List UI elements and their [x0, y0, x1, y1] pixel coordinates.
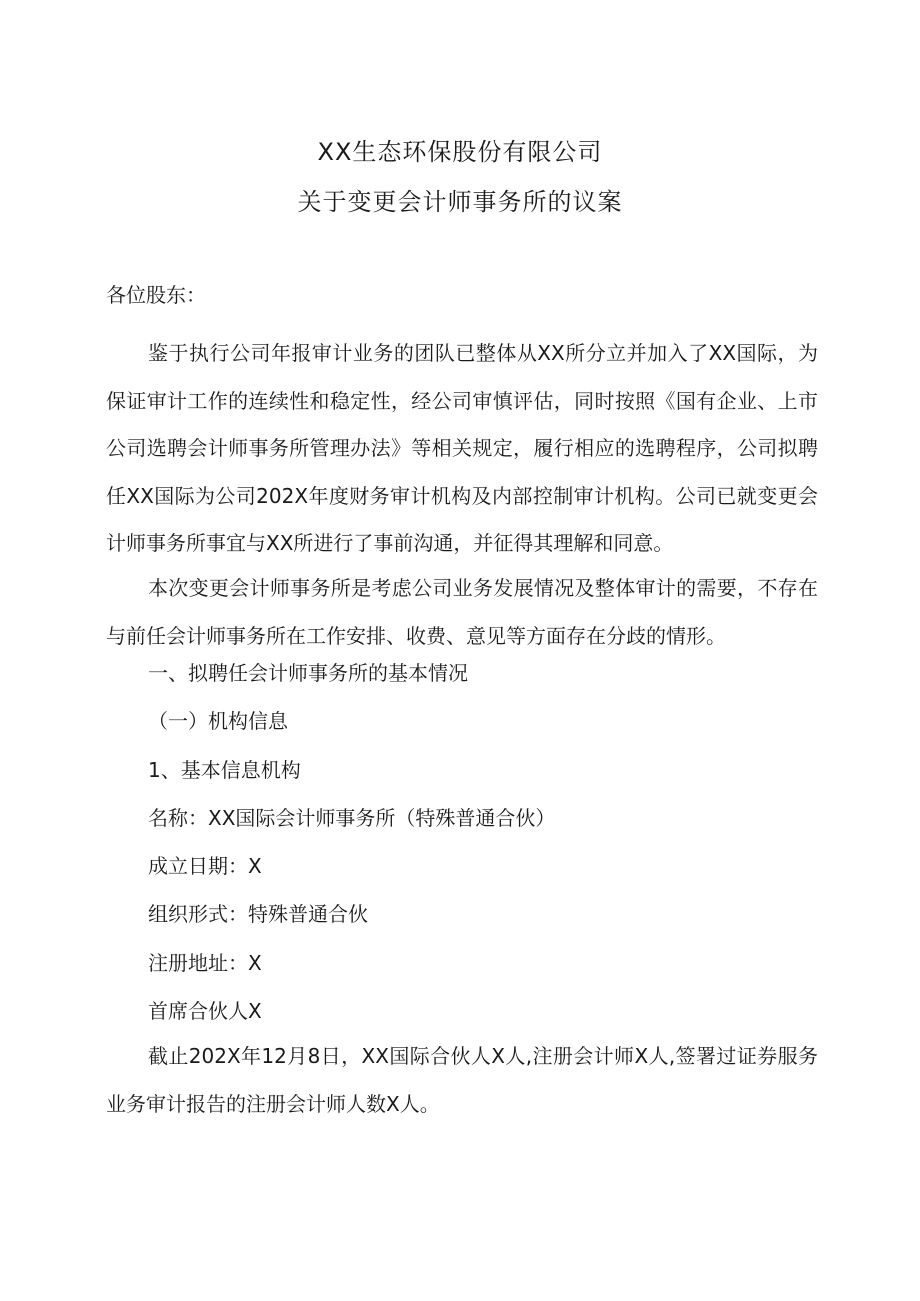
paragraph-staff-counts: 截止202X年12月8日，XX国际合伙人X人,注册会计师X人,签署过证券服务业务审计报告的注册会计师人数X人。	[106, 1044, 818, 1116]
field-organization-form: 组织形式：特殊普通合伙	[148, 902, 368, 926]
section-heading: 一、拟聘任会计师事务所的基本情况	[148, 661, 468, 685]
paragraph-background: 鉴于执行公司年报审计业务的团队已整体从XX所分立并加入了XX国际，为保证审计工作的连续性和稳定性，经公司审慎评估，同时按照《国有企业、上市公司选聘会计师事务所管理办法》等相关规定，履行相应的选聘程序，公司拟聘任XX国际为公司202X年度财务审计机构及内部控制审计机构。公司已就变更会计师事务所事宜与XX所进行了事前沟通，并征得其理解和同意。	[106, 341, 818, 556]
field-registered-address: 注册地址：X	[148, 951, 262, 975]
proposal-title: 关于变更会计师事务所的议案	[297, 188, 623, 216]
field-established-date: 成立日期：X	[148, 854, 262, 878]
paragraph-reason: 本次变更会计师事务所是考虑公司业务发展情况及整体审计的需要，不存在与前任会计师事务所在工作安排、收费、意见等方面存在分歧的情形。	[106, 576, 818, 648]
salutation: 各位股东：	[106, 283, 206, 307]
subsection-heading: （一）机构信息	[148, 709, 288, 733]
item-heading: 1、基本信息机构	[148, 758, 301, 782]
field-firm-name: 名称：XX国际会计师事务所（特殊普通合伙）	[148, 806, 556, 830]
company-title: XX生态环保股份有限公司	[317, 138, 603, 166]
field-chief-partner: 首席合伙人X	[148, 999, 262, 1023]
